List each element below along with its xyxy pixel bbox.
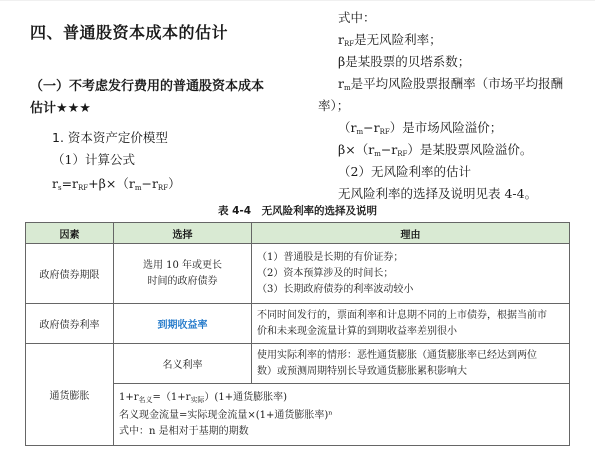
right-line-2: $r_{RF}$是无风险利率； [338,32,442,48]
right-line-4: $r_m$是平均风险股票报酬率（市场平均报酬 [338,76,564,92]
row2-choice: 到期收益率 [114,304,252,344]
item-formula-heading: （1）计算公式 [52,152,135,167]
right-line-5: 率）； [318,98,350,113]
right-line-9: 无风险利率的选择及说明见表 4-4。 [338,186,538,201]
subsection-title-line2: 估计★★★ [30,101,91,116]
header-choice: 选择 [114,223,252,244]
row1-factor: 政府债券期限 [26,244,114,304]
right-line-6: $(r_m-r_{RF})$是市场风险溢价； [338,120,503,136]
row3-choice: 名义利率 [114,344,252,384]
row1-reasons: （1）普通股是长期的有价证券； （2）资本预算涉及的时间长； （3）长期政府债券的利率波动较小 [252,244,570,304]
section-title: 四、普通股资本成本的估计 [30,23,229,42]
row3-reason: 使用实际利率的情形：恶性通货膨胀（通货膨胀率已经达到两位 数）或预测周期特别长导致通货膨胀累积影响大 [252,344,570,384]
table-row [26,344,570,384]
item-capm: 1. 资本资产定价模型 [52,130,168,145]
row3-factor: 通货膨胀 [26,344,114,446]
right-line-8: （2）无风险利率的估计 [338,164,471,179]
right-line-1: 式中： [338,10,376,25]
right-line-3: β是某股票的贝塔系数； [338,54,471,69]
top-border [0,0,595,1]
table-header-row [26,223,570,244]
capm-formula: $r_s=r_{RF}+\beta\times(r_m-r_{RF})$ [52,176,181,192]
table-caption: 表 4-4 无风险利率的选择及说明 [217,205,378,217]
right-line-7: $\beta\times(r_m-r_{RF})$是某股票风险溢价。 [338,142,533,158]
subsection-title-line1: （一）不考虑发行费用的普通股资本成本 [30,79,265,94]
table-row [26,244,570,304]
table-row [26,304,570,344]
row2-factor: 政府债券利率 [26,304,114,344]
formula-nominal-cashflow: 名义现金流量=实际现金流量×(1+通货膨胀率)ⁿ [119,409,333,421]
header-reason: 理由 [252,223,570,244]
row3-formulas [114,384,570,446]
risk-free-rate-table [25,222,570,446]
formula-nominal-rate: $1+r_{名义}=(1+r_{实际})(1+$通货膨胀率) [119,391,287,404]
header-factor: 因素 [26,223,114,244]
row1-choice: 选用 10 年或更长 时间的政府债券 [114,244,252,304]
row2-reason: 不同时间发行的，票面利率和计息期不同的上市债券，根据当前市 价和未来现金流量计算的到期收益率差别很小 [252,304,570,344]
formula-note: 式中：n 是相对于基期的期数 [119,425,249,437]
